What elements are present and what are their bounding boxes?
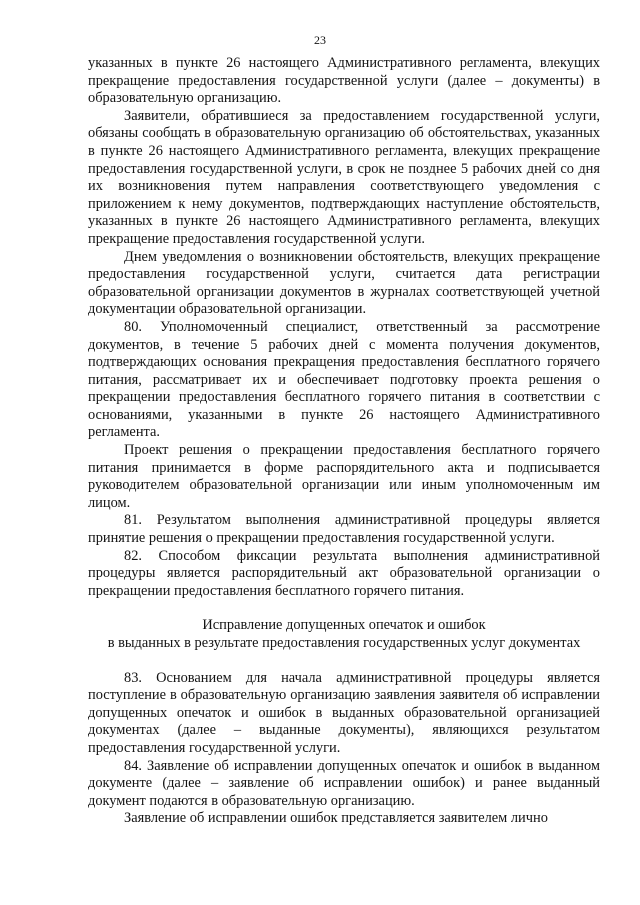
paragraph-error-correction-submission: Заявление об исправлении ошибок представляется заявителем лично bbox=[124, 810, 548, 827]
section-heading-line-1: Исправление допущенных опечаток и ошибок bbox=[202, 617, 486, 634]
paragraph-notification-date: Днем уведомления о возникновении обстоятельств, влекущих прекращение предоставления государственной услуги, считается дата регистрации образовательной организации документов в журналах соответствующей учетной документации образовательной организации. bbox=[88, 248, 600, 318]
paragraph-continuation: указанных в пункте 26 настоящего Административного регламента, влекущих прекращение предоставления государственной услуги (далее – документы) в образовательную организацию. bbox=[88, 55, 600, 107]
paragraph-item-80: 80. Уполномоченный специалист, ответственный за рассмотрение документов, в течение 5 рабочих дней с момента получения документов, подтверждающих основания прекращения предоставления бесплатного горячего питания, рассматривает их и обеспечивает подготовку проекта решения о прекращении предоставления бесплатного горячего питания в соответствии с основаниями, указанными в пункте 26 настоящего Административного регламента. bbox=[88, 318, 600, 441]
paragraph-applicants-obligation: Заявители, обратившиеся за предоставлением государственной услуги, обязаны сообщать в образовательную организацию об обстоятельствах, указанных в пункте 26 настоящего Административного регламента, влекущих прекращение предоставления государственной услуги, в срок не позднее 5 рабочих дней со дня их возникновения путем направления соответствующего уведомления с приложением к нему документов, подтверждающих наступление обстоятельств, указанных в пункте 26 настоящего Административного регламента, влекущих прекращение предоставления государственной услуги. bbox=[88, 107, 600, 247]
section-heading-line-2: в выданных в результате предоставления государственных услуг документах bbox=[107, 635, 581, 651]
paragraph-draft-decision: Проект решения о прекращении предоставления бесплатного горячего питания принимается в форме распорядительного акта и подписывается руководителем образовательной организации или иным уполномоченным им лицом. bbox=[88, 442, 600, 511]
paragraph-item-82: 82. Способом фиксации результата выполнения административной процедуры является распорядительный акт образовательной организации о прекращении предоставления бесплатного горячего питания. bbox=[88, 547, 600, 599]
page-number: 23 bbox=[314, 33, 326, 47]
paragraph-item-84: 84. Заявление об исправлении допущенных опечаток и ошибок в выданном документе (далее – заявление об исправлении ошибок) и ранее выданный документ подаются в образовательную организацию. bbox=[88, 757, 600, 809]
paragraph-item-83: 83. Основанием для начала административной процедуры является поступление в образовательную организацию заявления заявителя об исправлении допущенных опечаток и ошибок в выданных образовательной организацией документах (далее – выданные документы), являющихся результатом предоставления государственной услуги. bbox=[88, 669, 600, 756]
paragraph-item-81: 81. Результатом выполнения административной процедуры является принятие решения о прекращении предоставления государственной услуги. bbox=[88, 512, 600, 547]
document-body bbox=[88, 55, 600, 828]
